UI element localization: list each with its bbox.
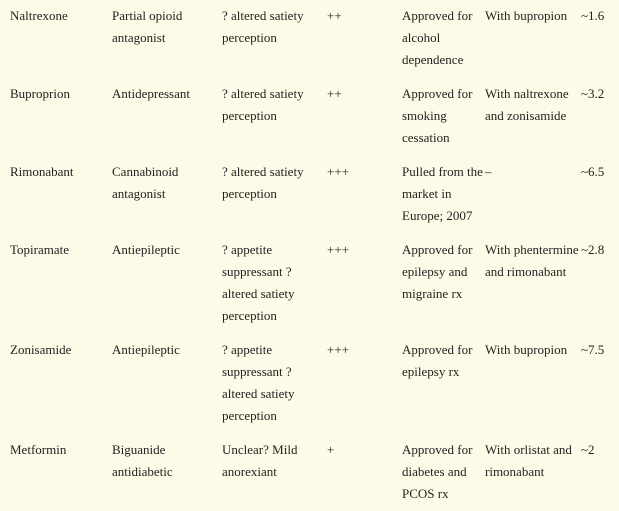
mechanism-cell: ? altered satiety perception bbox=[222, 86, 304, 123]
status-cell: Approved for epilepsy rx bbox=[402, 342, 473, 379]
table-row bbox=[0, 333, 619, 433]
drug-name-cell: Buproprion bbox=[10, 86, 70, 101]
drug-class-cell: Biguanide antidiabetic bbox=[112, 442, 173, 479]
drug-class-cell: Partial opioid antagonist bbox=[112, 8, 183, 45]
drug-name-cell: Zonisamide bbox=[10, 342, 72, 357]
combination-cell: With phentermine and rimonabant bbox=[485, 242, 579, 279]
mechanism-cell: ? altered satiety perception bbox=[222, 8, 304, 45]
drug-class-cell: Antiepileptic bbox=[112, 342, 180, 357]
combination-cell: – bbox=[485, 164, 492, 179]
combination-cell: With orlistat and rimonabant bbox=[485, 442, 572, 479]
drug-name-cell: Metformin bbox=[10, 442, 67, 457]
status-cell: Approved for epilepsy and migraine rx bbox=[402, 242, 473, 301]
status-cell: Approved for alcohol dependence bbox=[402, 8, 473, 67]
mechanism-cell: ? appetite suppressant ? altered satiety perception bbox=[222, 242, 295, 323]
weight-loss-cell: ~6.5 bbox=[581, 164, 605, 179]
weight-loss-cell: ~2 bbox=[581, 442, 595, 457]
drug-name-cell: Rimonabant bbox=[10, 164, 74, 179]
drug-class-cell: Antidepressant bbox=[112, 86, 190, 101]
table-row bbox=[0, 433, 619, 511]
potency-cell: +++ bbox=[327, 342, 349, 357]
table-row bbox=[0, 0, 619, 77]
potency-cell: + bbox=[327, 442, 335, 457]
potency-cell: ++ bbox=[327, 8, 342, 23]
potency-cell: ++ bbox=[327, 86, 342, 101]
table-row bbox=[0, 233, 619, 333]
combination-cell: With naltrexone and zonisamide bbox=[485, 86, 569, 123]
weight-loss-cell: ~7.5 bbox=[581, 342, 605, 357]
table-row bbox=[0, 77, 619, 155]
potency-cell: +++ bbox=[327, 164, 349, 179]
mechanism-cell: ? altered satiety perception bbox=[222, 164, 304, 201]
drug-class-cell: Cannabinoid antagonist bbox=[112, 164, 179, 201]
mechanism-cell: ? appetite suppressant ? altered satiety perception bbox=[222, 342, 295, 423]
status-cell: Approved for diabetes and PCOS rx bbox=[402, 442, 473, 501]
combination-cell: With bupropion bbox=[485, 342, 568, 357]
status-cell: Pulled from the market in Europe; 2007 bbox=[402, 164, 483, 223]
drug-name-cell: Topiramate bbox=[10, 242, 70, 257]
combination-cell: With bupropion bbox=[485, 8, 568, 23]
weight-loss-cell: ~1.6 bbox=[581, 8, 605, 23]
drug-name-cell: Naltrexone bbox=[10, 8, 68, 23]
weight-loss-cell: ~2.8 bbox=[581, 242, 605, 257]
mechanism-cell: Unclear? Mild anorexiant bbox=[222, 442, 298, 479]
status-cell: Approved for smoking cessation bbox=[402, 86, 473, 145]
potency-cell: +++ bbox=[327, 242, 349, 257]
table-row bbox=[0, 155, 619, 233]
weight-loss-cell: ~3.2 bbox=[581, 86, 605, 101]
drug-class-cell: Antiepileptic bbox=[112, 242, 180, 257]
